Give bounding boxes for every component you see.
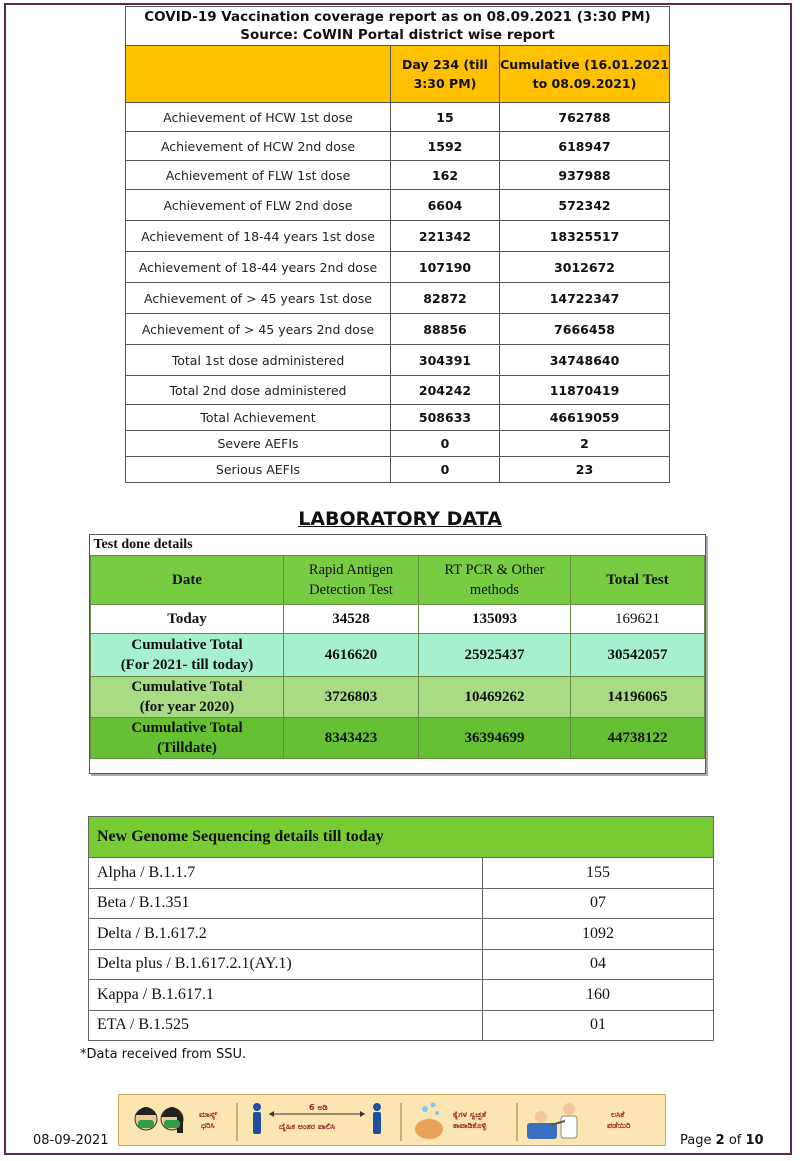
table-row: Total 2nd dose administered 204242 11870419 [126,376,670,405]
laboratory-header-total: Total Test [571,556,705,605]
genome-footnote: *Data received from SSU. [80,1047,247,1062]
svg-text:ಮಾಸ್ಕ್: ಮಾಸ್ಕ್ [199,1110,218,1119]
table-row: ETA / B.1.525 01 [89,1010,714,1041]
table-row: Today 34528 135093 169621 [91,605,705,634]
footer-date: 08-09-2021 [33,1133,109,1148]
table-row: Achievement of HCW 2nd dose 1592 618947 [126,132,670,161]
table-row: Alpha / B.1.1.7 155 [89,858,714,889]
table-row: Total 1st dose administered 304391 34748640 [126,345,670,376]
table-row: Total Achievement 508633 46619059 [126,405,670,431]
table-row: Cumulative Total (for year 2020) 3726803 10469262 14196065 [91,677,705,718]
svg-text:ಧರಿಸಿ: ಧರಿಸಿ [201,1121,215,1130]
table-row: Achievement of FLW 1st dose 162 937988 [126,161,670,190]
table-row: Beta / B.1.351 07 [89,888,714,919]
page-current: 2 [715,1133,725,1148]
laboratory-header-row [91,556,705,605]
vaccination-header-cumulative: Cumulative (16.01.2021 to 08.09.2021) [500,46,670,103]
vaccination-title-line2: Source: CoWIN Portal district wise report [240,27,555,43]
vaccination-header-blank [126,46,391,103]
table-row: Cumulative Total (For 2021- till today) 4616620 25925437 30542057 [91,634,705,677]
table-row: Achievement of > 45 years 2nd dose 88856 7666458 [126,314,670,345]
covid-awareness-banner [118,1094,666,1146]
hand-wash-icon [415,1103,443,1140]
svg-text:ಕಾಪಾಡಿಕೊಳ್ಳಿ: ಕಾಪಾಡಿಕೊಳ್ಳಿ [453,1121,487,1130]
vaccination-icon [527,1103,577,1139]
table-row: Delta / B.1.617.2 1092 [89,919,714,950]
svg-text:ಲಸಿಕೆ: ಲಸಿಕೆ [611,1110,625,1119]
mask-face-icon [135,1107,183,1133]
laboratory-heading: LABORATORY DATA [298,508,502,530]
svg-text:6 ಅಡಿ: 6 ಅಡಿ [309,1103,328,1112]
genome-title: New Genome Sequencing details till today [89,817,714,858]
svg-text:ದೈಹಿಕ ಅಂತರ ಪಾಲಿಸಿ: ದೈಹಿಕ ಅಂತರ ಪಾಲಿಸಿ [279,1122,336,1131]
table-row: Achievement of > 45 years 1st dose 82872 14722347 [126,283,670,314]
table-row: Kappa / B.1.617.1 160 [89,980,714,1011]
table-row: Achievement of 18-44 years 1st dose 221342 18325517 [126,221,670,252]
svg-text:ಪಡೆಯಿರಿ: ಪಡೆಯಿರಿ [607,1121,631,1130]
svg-text:ಕೈಗಳ ಸ್ವಚ್ಛತೆ: ಕೈಗಳ ಸ್ವಚ್ಛತೆ [453,1110,487,1119]
laboratory-header-rapid: Rapid Antigen Detection Test [284,556,419,605]
genome-table [88,816,714,1041]
page-indicator: Page 2 of 10 [680,1133,764,1148]
table-row: Severe AEFIs 0 2 [126,431,670,457]
laboratory-table [90,535,705,777]
page-total: 10 [745,1133,764,1148]
table-row: Cumulative Total (Tilldate) 8343423 36394699 44738122 [91,718,705,759]
table-row: Achievement of HCW 1st dose 15 762788 [126,103,670,132]
table-row: Delta plus / B.1.617.2.1(AY.1) 04 [89,949,714,980]
laboratory-caption: Test done details [93,537,193,552]
laboratory-header-rtpcr: RT PCR & Other methods [419,556,571,605]
table-row: Achievement of 18-44 years 2nd dose 107190 3012672 [126,252,670,283]
vaccination-header-row [126,46,670,103]
vaccination-header-day: Day 234 (till 3:30 PM) [391,46,500,103]
vaccination-table [125,6,670,483]
vaccination-title-line1: COVID-19 Vaccination coverage report as on 08.09.2021 (3:30 PM) [144,9,651,25]
table-row: Serious AEFIs 0 23 [126,457,670,483]
vaccination-title [126,7,670,46]
laboratory-header-date: Date [91,556,284,605]
table-row: Achievement of FLW 2nd dose 6604 572342 [126,190,670,221]
